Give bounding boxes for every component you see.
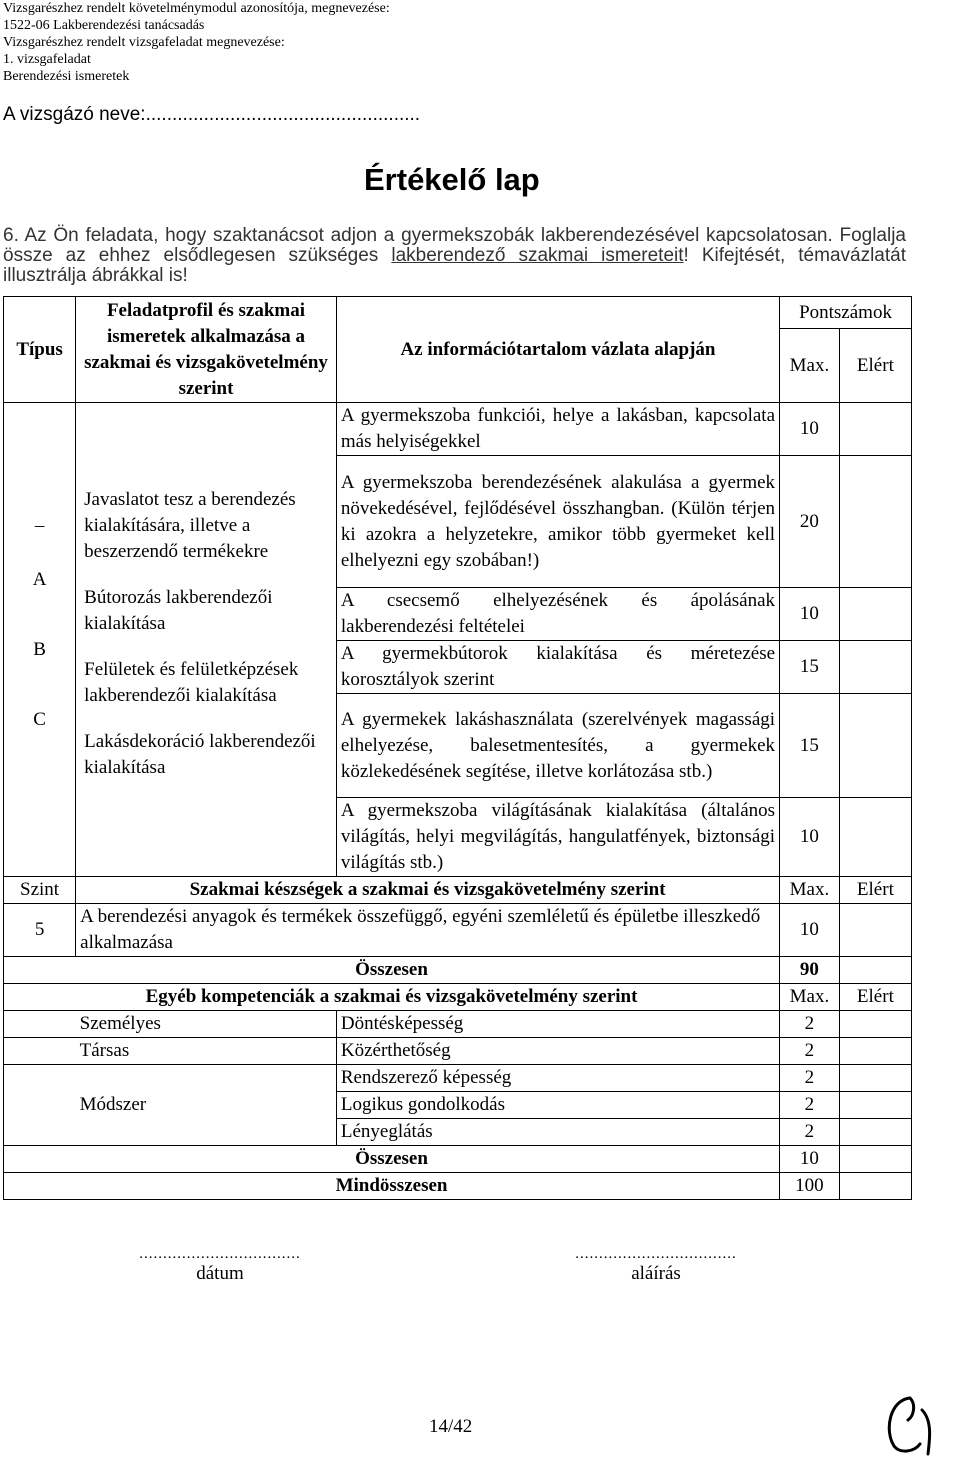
reached-value[interactable] <box>839 456 911 588</box>
date-block <box>90 1246 350 1285</box>
other-reached-header: Elért <box>839 984 911 1011</box>
skills-header: Szakmai készségek a szakmai és vizsgakövetelmény szerint <box>76 877 780 904</box>
info-header: Az információtartalom vázlata alapján <box>336 297 779 403</box>
skills-max: 10 <box>780 904 840 957</box>
task-text-2: ! Kifejtését, témavázlatát illusztrálja ábrákkal is! <box>3 245 906 286</box>
competency-max: 2 <box>780 1092 840 1119</box>
subtotal-label: Összesen <box>4 1146 780 1173</box>
max-value: 20 <box>780 456 840 588</box>
date-label: dátum <box>196 1263 244 1284</box>
points-header: Pontszámok <box>780 297 912 329</box>
type-column <box>4 403 76 877</box>
competency-reached[interactable] <box>839 1119 911 1146</box>
competency-category: Társas <box>76 1038 337 1065</box>
skills-max-header: Max. <box>780 877 840 904</box>
competency-category: Személyes <box>76 1011 337 1038</box>
signature-block <box>526 1246 786 1285</box>
competency-item: Közérthetőség <box>336 1038 779 1065</box>
task-underlined: lakberendező szakmai ismereteit <box>391 245 684 266</box>
header-line: 1. vizsgafeladat <box>3 52 91 67</box>
subtotal-label: Összesen <box>4 957 780 984</box>
grand-total-reached[interactable] <box>839 1173 911 1200</box>
competency-reached[interactable] <box>839 1092 911 1119</box>
competency-reached[interactable] <box>839 1038 911 1065</box>
reached-value[interactable] <box>839 641 911 694</box>
page-title: Értékelő lap <box>364 162 540 197</box>
grand-total-label: Mindösszesen <box>4 1173 780 1200</box>
subtotal-reached[interactable] <box>839 957 911 984</box>
max-header: Max. <box>780 329 840 403</box>
date-dots: .................................. <box>139 1246 301 1262</box>
info-row: A csecsemő elhelyezésének és ápolásának lakberendezési feltételei <box>336 588 779 641</box>
handwritten-initial-icon <box>870 1390 950 1460</box>
task-description <box>3 226 906 286</box>
competency-item: Rendszerező képesség <box>336 1065 779 1092</box>
competency-item: Lényeglátás <box>336 1119 779 1146</box>
reached-value[interactable] <box>839 798 911 877</box>
task-text-1: 6. Az Ön feladata, hogy szaktanácsot adjon a gyermekszobák lakberendezésével kapcsolatosan. Foglalja össze az ehhez elsődlegesen szükséges <box>3 225 906 266</box>
competency-max: 2 <box>780 1038 840 1065</box>
subtotal-reached[interactable] <box>839 1146 911 1173</box>
skills-text: A berendezési anyagok és termékek összefüggő, egyéni szemléletű és épületbe illeszkedő alkalmazása <box>76 904 780 957</box>
page-number: 14/42 <box>429 1416 473 1437</box>
max-value: 15 <box>780 641 840 694</box>
other-competencies-header: Egyéb kompetenciák a szakmai és vizsgakövetelmény szerint <box>4 984 780 1011</box>
level-header: Szint <box>4 877 76 904</box>
evaluation-table <box>3 296 912 1200</box>
grand-total-max: 100 <box>780 1173 840 1200</box>
reached-header: Elért <box>839 329 911 403</box>
profile-column <box>76 403 337 877</box>
signature-dots: .................................. <box>575 1246 737 1262</box>
competency-max: 2 <box>780 1119 840 1146</box>
info-row: A gyermekek lakáshasználata (szerelvények magassági elhelyezése, balesetmentesítés, a gyermekek közlekedésének segítése, illetve korlátozása stb.) <box>336 694 779 798</box>
document-header <box>3 0 390 85</box>
competency-item: Döntésképesség <box>336 1011 779 1038</box>
reached-value[interactable] <box>839 403 911 456</box>
header-line: Vizsgarészhez rendelt vizsgafeladat megnevezése: <box>3 35 285 50</box>
profile-item: Lakásdekoráció lakberendezői kialakítása <box>84 731 316 778</box>
reached-value[interactable] <box>839 588 911 641</box>
type-a: A <box>32 569 47 590</box>
reached-value[interactable] <box>839 694 911 798</box>
subtotal-max: 90 <box>780 957 840 984</box>
other-max-header: Max. <box>780 984 840 1011</box>
competency-max: 2 <box>780 1065 840 1092</box>
type-dash: – <box>34 515 45 536</box>
max-value: 10 <box>780 588 840 641</box>
competency-reached[interactable] <box>839 1065 911 1092</box>
info-row: A gyermekszoba világításának kialakítása (általános világítás, helyi megvilágítás, hangulatfények, biztonsági világítás stb.) <box>336 798 779 877</box>
profile-item: Felületek és felületképzések lakberendezői kialakítása <box>84 659 299 706</box>
profile-header: Feladatprofil és szakmai ismeretek alkalmazása a szakmai és vizsgakövetelmény szerint <box>76 297 337 403</box>
profile-item: Javaslatot tesz a berendezés kialakítására, illetve a beszerzendő termékekre <box>84 489 296 562</box>
competency-max: 2 <box>780 1011 840 1038</box>
competency-category: Módszer <box>76 1065 337 1146</box>
header-line: 1522-06 Lakberendezési tanácsadás <box>3 18 205 33</box>
skills-reached[interactable] <box>839 904 911 957</box>
max-value: 10 <box>780 403 840 456</box>
max-value: 10 <box>780 798 840 877</box>
info-row: A gyermekbútorok kialakítása és méretezése korosztályok szerint <box>336 641 779 694</box>
profile-item: Bútorozás lakberendezői kialakítása <box>84 587 273 634</box>
type-b: B <box>33 639 46 660</box>
max-value: 15 <box>780 694 840 798</box>
info-row: A gyermekszoba funkciói, helye a lakásban, kapcsolata más helyiségekkel <box>336 403 779 456</box>
header-line: Berendezési ismeretek <box>3 69 130 84</box>
competency-item: Logikus gondolkodás <box>336 1092 779 1119</box>
subtotal-max: 10 <box>780 1146 840 1173</box>
info-row: A gyermekszoba berendezésének alakulása a gyermek növekedésével, fejlődésével összhangban. (Külön térjen ki azokra a helyzetekre, amikor több gyermeket kell elhelyezni egy szobában!) <box>336 456 779 588</box>
type-c: C <box>33 709 46 730</box>
type-header: Típus <box>4 297 76 403</box>
skills-level: 5 <box>4 904 76 957</box>
skills-reached-header: Elért <box>839 877 911 904</box>
signature-label: aláírás <box>631 1263 681 1284</box>
candidate-name-line: A vizsgázó neve:.................................................... <box>3 104 421 125</box>
competency-reached[interactable] <box>839 1011 911 1038</box>
header-line: Vizsgarészhez rendelt követelménymodul azonosítója, megnevezése: <box>3 1 390 16</box>
